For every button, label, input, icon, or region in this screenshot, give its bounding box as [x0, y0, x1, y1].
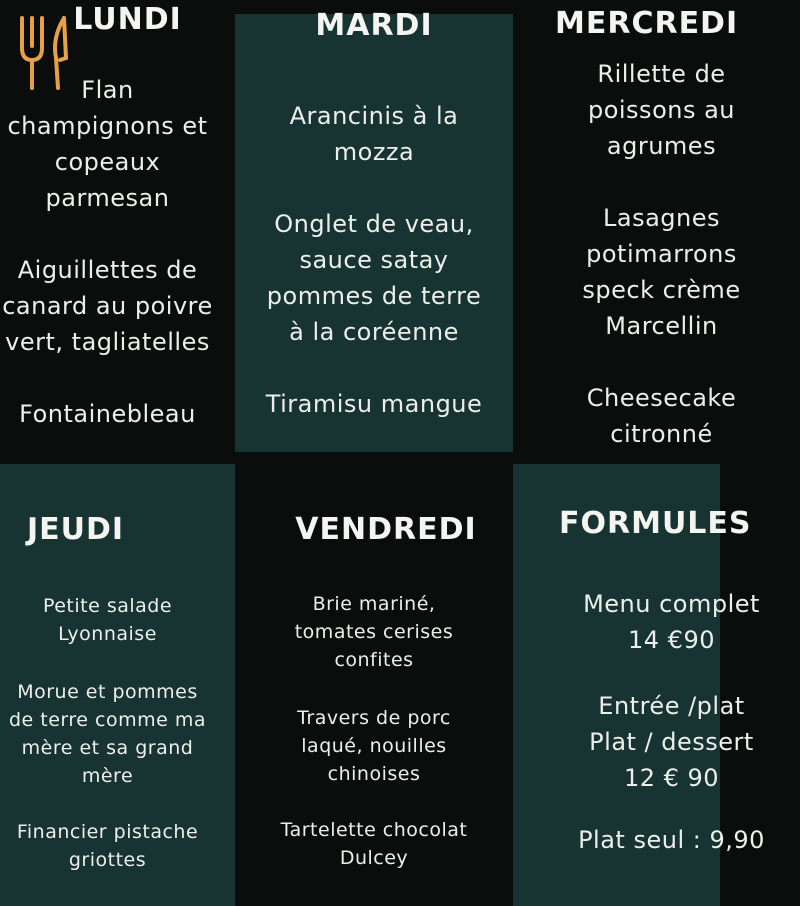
formule-menu-complet: Menu complet 14 €90: [583, 590, 760, 654]
dish-jeudi-entree: Petite salade Lyonnaise: [42, 595, 173, 645]
dish-jeudi-dessert: Financier pistache griottes: [16, 821, 199, 871]
formule-entree-plat: Entrée /plat Plat / dessert 12 € 90: [589, 692, 754, 792]
day-title-mercredi: MERCREDI: [555, 6, 739, 41]
panel-vendredi: [235, 464, 513, 906]
day-title-mardi: MARDI: [315, 8, 433, 43]
day-title-lundi: LUNDI: [73, 2, 182, 37]
dish-mardi-entree: Arancinis à la mozza: [289, 102, 459, 166]
panel-formules: [513, 464, 765, 906]
dish-mardi-dessert: Tiramisu mangue: [265, 390, 483, 418]
dish-vendredi-dessert: Tartelette chocolat Dulcey: [280, 819, 468, 869]
panel-lundi: [0, 0, 235, 462]
panel-jeudi: [0, 464, 235, 906]
dish-lundi-dessert: Fontainebleau: [19, 400, 196, 428]
dish-mercredi-dessert: Cheesecake citronné: [586, 384, 737, 448]
formules-title: FORMULES: [559, 506, 752, 541]
dish-lundi-entree: Flan champignons et copeaux parmesan: [7, 76, 208, 212]
dish-vendredi-plat: Travers de porc laqué, nouilles chinoises: [297, 707, 451, 785]
dish-mercredi-plat: Lasagnes potimarrons speck crème Marcellin: [582, 204, 741, 340]
panel-mercredi: [513, 0, 741, 462]
formule-plat-seul: Plat seul : 9,90: [578, 826, 765, 854]
day-title-vendredi: VENDREDI: [295, 512, 477, 547]
dish-mardi-plat: Onglet de veau, sauce satay pommes de terre à la coréenne: [266, 210, 482, 346]
dish-mercredi-entree: Rillette de poissons au agrumes: [587, 60, 736, 160]
dish-lundi-plat: Aiguillettes de canard au poivre vert, tagliatelles: [2, 256, 213, 356]
dish-jeudi-plat: Morue et pommes de terre comme ma mère et sa grand mère: [9, 681, 206, 787]
dish-vendredi-entree: Brie mariné, tomates cerises confites: [294, 593, 454, 671]
day-title-jeudi: JEUDI: [27, 512, 125, 547]
panel-mardi: [235, 8, 513, 452]
